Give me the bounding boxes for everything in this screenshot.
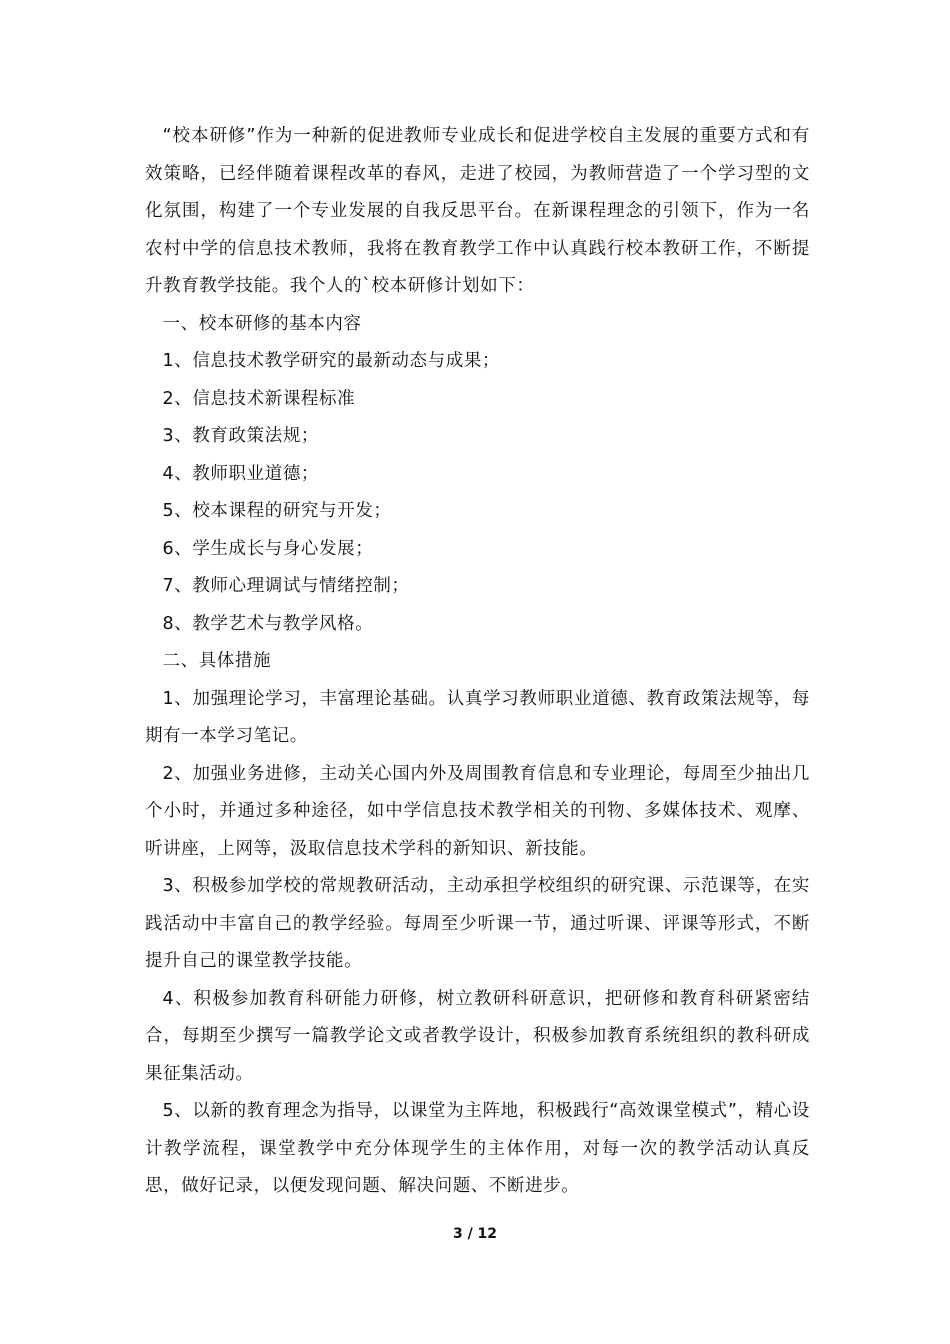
section-heading-basic-content: 一、校本研修的基本内容 <box>162 313 362 334</box>
content-item-4: 4、教师职业道德； <box>162 463 320 484</box>
page-number: 3 / 12 <box>452 1226 498 1242</box>
measure-item-4: 4、积极参加教育科研能力研修，树立教研科研意识，把研修和教育科研紧密结合，每期至少撰写一篇教学论文或者教学设计，积极参加教育系统组织的教科研成果征集活动。 <box>145 988 810 1084</box>
content-item-3: 3、教育政策法规； <box>162 426 320 446</box>
measure-item-2: 2、加强业务进修，主动关心国内外及周围教育信息和专业理论，每周至少抽出几个小时，并通过多种途径，如中学信息技术教学相关的刊物、多媒体技术、观摩、听讲座，上网等，汲取信息技术学科的新知识、新技能。 <box>145 763 810 859</box>
measure-item-5: 5、以新的教育理念为指导，以课堂为主阵地，积极践行“高效课堂模式”，精心设计教学流程，课堂教学中充分体现学生的主体作用，对每一次的教学活动认真反思，做好记录，以便发现问题、解决问题、不断进步。 <box>145 1101 810 1196</box>
content-item-1: 1、信息技术教学研究的最新动态与成果； <box>162 351 501 371</box>
measure-item-3: 3、积极参加学校的常规教研活动，主动承担学校组织的研究课、示范课等，在实践活动中丰富自己的教学经验。每周至少听课一节，通过听课、评课等形式，不断提升自己的课堂教学技能。 <box>145 876 810 971</box>
content-item-5: 5、校本课程的研究与开发； <box>162 501 392 521</box>
section-heading-measures: 二、具体措施 <box>162 651 272 671</box>
content-item-2: 2、信息技术新课程标准 <box>162 388 356 409</box>
content-item-6: 6、学生成长与身心发展； <box>162 538 374 559</box>
content-item-8: 8、教学艺术与教学风格。 <box>162 613 374 634</box>
content-item-7: 7、教师心理调试与情绪控制； <box>162 576 410 596</box>
measure-item-1: 1、加强理论学习，丰富理论基础。认真学习教师职业道德、教育政策法规等，每期有一本学习笔记。 <box>145 688 810 746</box>
intro-paragraph: “校本研修”作为一种新的促进教师专业成长和促进学校自主发展的重要方式和有效策略，已经伴随着课程改革的春风，走进了校园，为教师营造了一个学习型的文化氛围，构建了一个专业发展的自我反思平台。在新课程理念的引领下，作为一名农村中学的信息技术教师，我将在教育教学工作中认真践行校本教研工作，不断提升教育教学技能。我个人的`校本研修计划如下： <box>145 126 810 296</box>
document-body <box>145 118 810 1206</box>
